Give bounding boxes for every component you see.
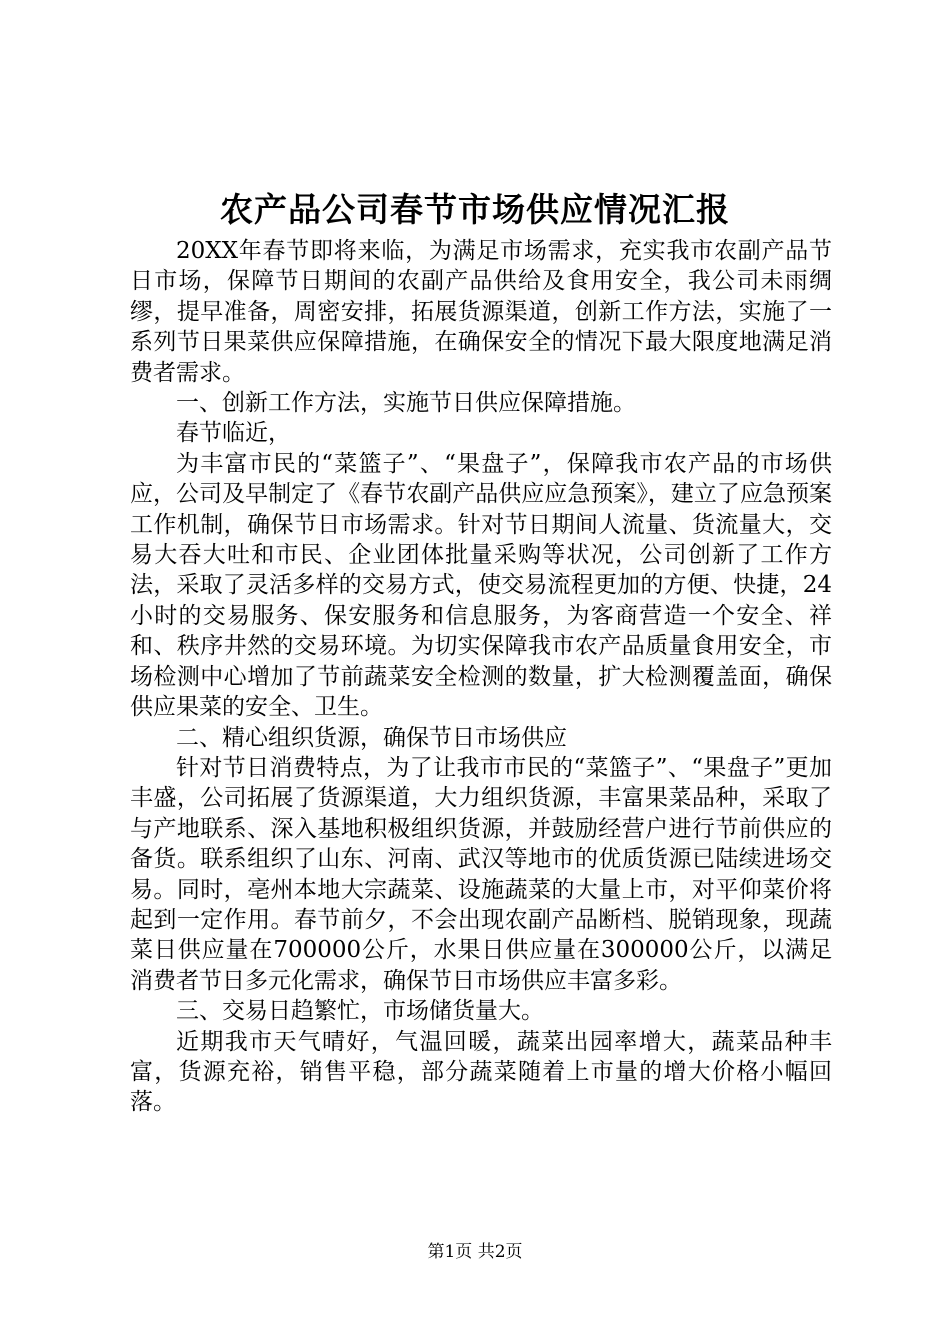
section-heading-2: 二、精心组织货源，确保节日市场供应 bbox=[176, 724, 567, 751]
paragraph: 近期我市天气晴好，气温回暖，蔬菜出园率增大，蔬菜品种丰富，货源充裕，销售平稳，部分蔬菜随着上市量的增大价格小幅回落。 bbox=[130, 1028, 832, 1116]
paragraph-intro: 20XX年春节即将来临，为满足市场需求，充实我市农副产品节日市场，保障节日期间的农副产品供给及食用安全，我公司未雨绸缪，提早准备，周密安排，拓展货源渠道，创新工作方法，实施了一系列节日果菜供应保障措施，在确保安全的情况下最大限度地满足消费者需求。 bbox=[130, 238, 832, 386]
section-heading-1: 一、创新工作方法，实施节日供应保障措施。 bbox=[176, 390, 636, 417]
document-title: 农产品公司春节市场供应情况汇报 bbox=[220, 190, 730, 229]
page-footer: 第1页 共2页 bbox=[427, 1242, 523, 1262]
paragraph: 春节临近， bbox=[176, 420, 291, 447]
paragraph: 针对节日消费特点，为了让我市市民的“菜篮子”、“果盘子”更加丰盛，公司拓展了货源渠道，大力组织货源，丰富果菜品种，采取了与产地联系、深入基地积极组织货源，并鼓励经营户进行节前供应的备货。联系组织了山东、河南、武汉等地市的优质货源已陆续进场交易。同时，亳州本地大宗蔬菜、设施蔬菜的大量上市，对平仰菜价将起到一定作用。春节前夕，不会出现农副产品断档、脱销现象，现蔬菜日供应量在700000公斤，水果日供应量在300000公斤，以满足消费者节日多元化需求，确保节日市场供应丰富多彩。 bbox=[130, 754, 832, 994]
section-heading-3: 三、交易日趋繁忙，市场储货量大。 bbox=[176, 998, 544, 1025]
paragraph: 为丰富市民的“菜篮子”、“果盘子”，保障我市农产品的市场供应，公司及早制定了《春节农副产品供应应急预案》，建立了应急预案工作机制，确保节日市场需求。针对节日期间人流量、货流量大，交易大吞大吐和市民、企业团体批量采购等状况，公司创新了工作方法，采取了灵活多样的交易方式，使交易流程更加的方便、快捷，24小时的交易服务、保安服务和信息服务，为客商营造一个安全、祥和、秩序井然的交易环境。为切实保障我市农产品质量食用安全，市场检测中心增加了节前蔬菜安全检测的数量，扩大检测覆盖面，确保供应果菜的安全、卫生。 bbox=[130, 450, 832, 721]
document-body bbox=[130, 236, 832, 1118]
